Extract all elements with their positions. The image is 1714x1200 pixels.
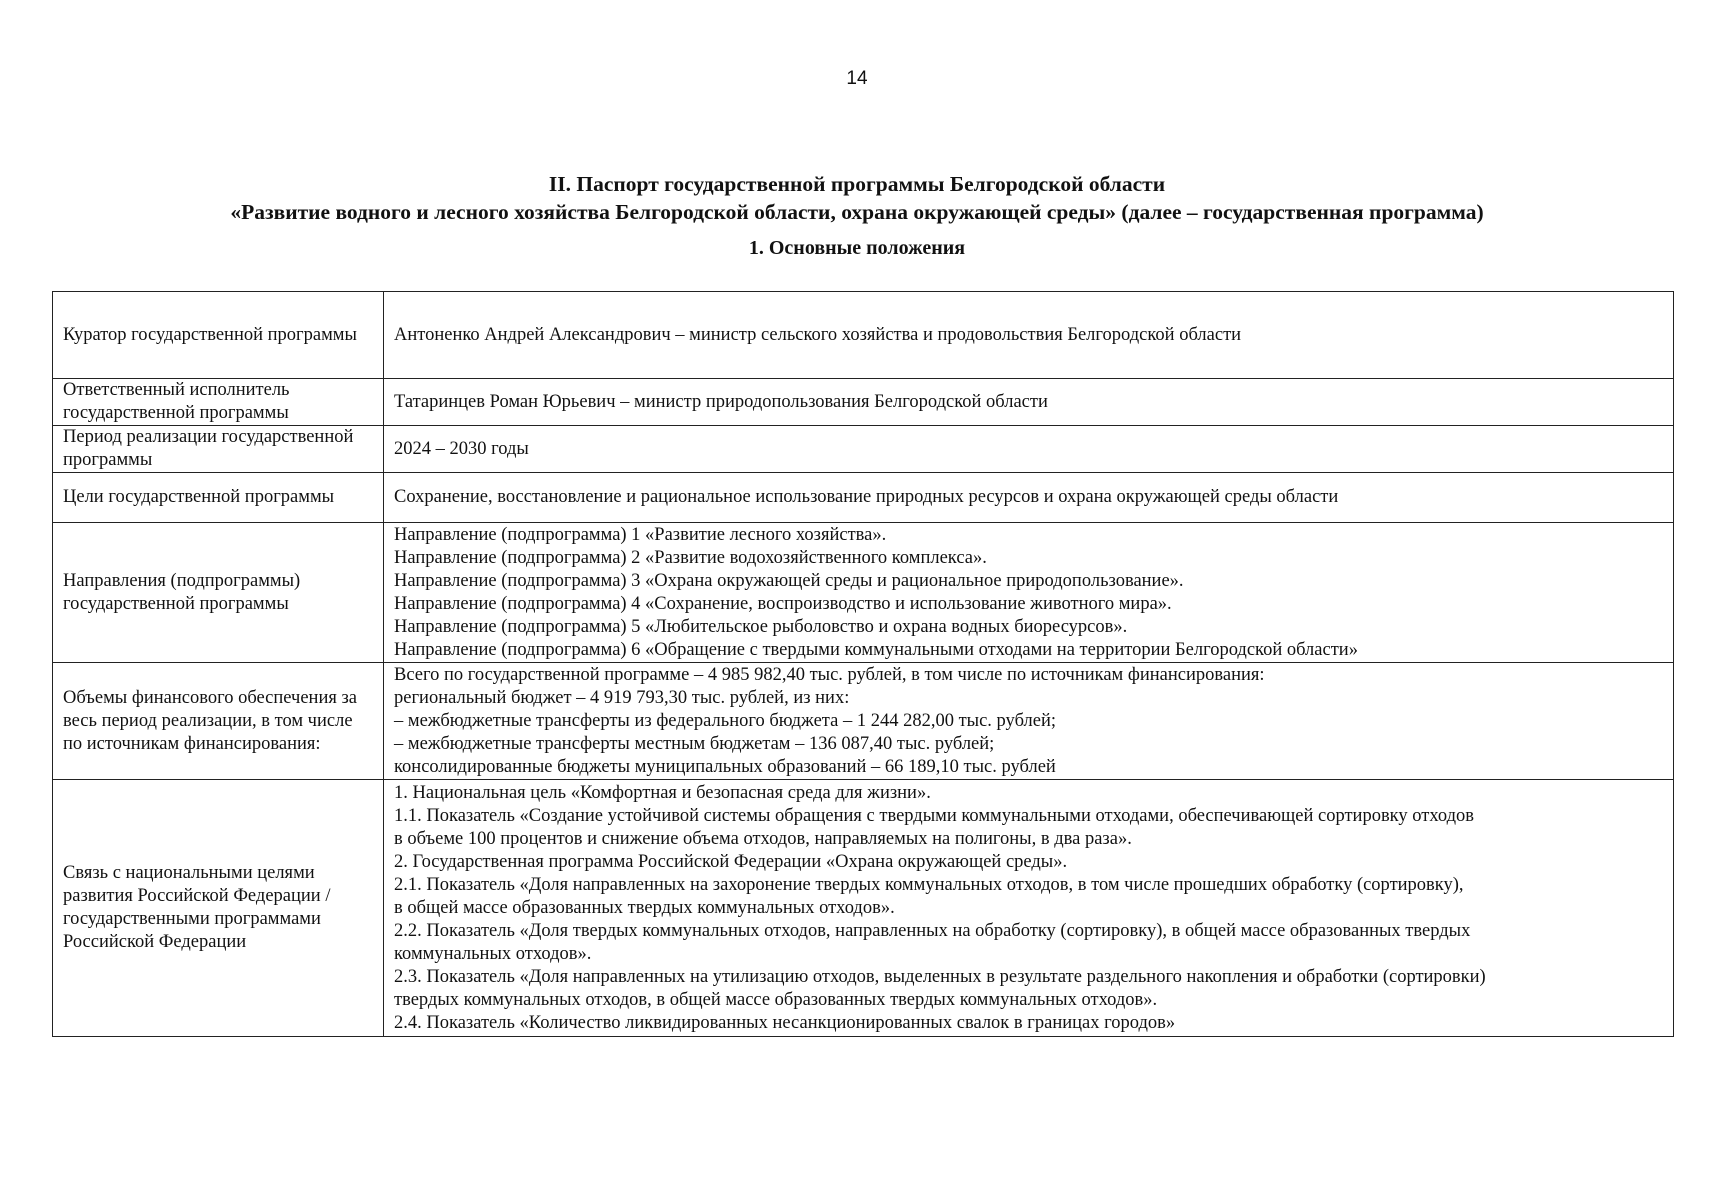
table-row [53, 379, 1674, 426]
program-title: «Развитие водного и лесного хозяйства Белгородской области, охрана окружающей среды» (далее – государственная программа) [230, 200, 1484, 224]
value-line: в объеме 100 процентов и снижение объема отходов, направляемых на полигоны, в два раза». [394, 828, 1132, 849]
row-value [384, 379, 1674, 426]
value-line: консолидированные бюджеты муниципальных образований – 66 189,10 тыс. рублей [394, 756, 1056, 777]
row-label: Куратор государственной программы [53, 292, 384, 379]
table-row [53, 426, 1674, 473]
value-line: Направление (подпрограмма) 1 «Развитие лесного хозяйства». [394, 524, 887, 545]
section-title: II. Паспорт государственной программы Белгородской области [548, 172, 1166, 196]
value-line: 2.3. Показатель «Доля направленных на утилизацию отходов, выделенных в результате раздельного накопления и обработки (сортировки) [394, 966, 1486, 987]
row-value [384, 292, 1674, 379]
row-label: Цели государственной программы [53, 473, 384, 523]
value-line: Направление (подпрограмма) 4 «Сохранение, воспроизводство и использование животного мира». [394, 593, 1172, 614]
row-label: Связь с национальными целями развития Российской Федерации / государственными программами Российской Федерации [53, 780, 384, 1037]
row-value [384, 426, 1674, 473]
value-line: 1.1. Показатель «Создание устойчивой системы обращения с твердыми коммунальными отходами, обеспечивающей сортировку отходов [394, 805, 1475, 826]
value-line: Направление (подпрограмма) 5 «Любительское рыболовство и охрана водных биоресурсов». [394, 616, 1128, 637]
value-line: 1. Национальная цель «Комфортная и безопасная среда для жизни». [394, 782, 931, 803]
value-line: Сохранение, восстановление и рациональное использование природных ресурсов и охрана окружающей среды области [394, 487, 1339, 507]
value-line: коммунальных отходов». [394, 943, 592, 964]
value-line: Антоненко Андрей Александрович – министр сельского хозяйства и продовольствия Белгородской области [394, 324, 1242, 345]
value-line: твердых коммунальных отходов, в общей массе образованных твердых коммунальных отходов». [394, 989, 1158, 1010]
table-row [53, 523, 1674, 663]
value-line: Направление (подпрограмма) 2 «Развитие водохозяйственного комплекса». [394, 547, 987, 568]
value-line: 2.2. Показатель «Доля твердых коммунальных отходов, направленных на обработку (сортировку), в общей массе образованных твердых [394, 920, 1471, 941]
table-row [53, 663, 1674, 780]
page-number: 14 [846, 68, 868, 89]
value-line: Всего по государственной программе – 4 985 982,40 тыс. рублей, в том числе по источникам финансирования: [394, 664, 1265, 685]
table-row [53, 780, 1674, 1037]
value-line: – межбюджетные трансферты местным бюджетам – 136 087,40 тыс. рублей; [394, 733, 995, 754]
value-line: 2. Государственная программа Российской Федерации «Охрана окружающей среды». [394, 851, 1068, 872]
row-value [384, 663, 1674, 780]
value-line: – межбюджетные трансферты из федерального бюджета – 1 244 282,00 тыс. рублей; [394, 710, 1056, 731]
row-label: Период реализации государственной программы [53, 426, 384, 473]
value-line: Направление (подпрограмма) 3 «Охрана окружающей среды и рациональное природопользование». [394, 570, 1184, 591]
row-value [384, 780, 1674, 1037]
row-label: Объемы финансового обеспечения за весь период реализации, в том числе по источникам финансирования: [53, 663, 384, 780]
passport-table [52, 291, 1674, 1037]
value-line: региональный бюджет – 4 919 793,30 тыс. рублей, из них: [394, 687, 850, 708]
value-line: в общей массе образованных твердых коммунальных отходов». [394, 897, 895, 918]
value-line: 2024 – 2030 годы [394, 438, 529, 459]
value-line: 2.1. Показатель «Доля направленных на захоронение твердых коммунальных отходов, в том числе прошедших обработку (сортировку), [394, 874, 1464, 895]
table-row [53, 473, 1674, 523]
value-line: Направление (подпрограмма) 6 «Обращение с твердыми коммунальными отходами на территории Белгородской области» [394, 639, 1358, 660]
table-row [53, 292, 1674, 379]
subsection-title: 1. Основные положения [748, 237, 966, 259]
row-label: Направления (подпрограммы) государственной программы [53, 523, 384, 663]
row-label: Ответственный исполнитель государственной программы [53, 379, 384, 426]
row-value [384, 473, 1674, 523]
value-line: 2.4. Показатель «Количество ликвидированных несанкционированных свалок в границах городов» [394, 1012, 1176, 1033]
row-value [384, 523, 1674, 663]
value-line: Татаринцев Роман Юрьевич – министр природопользования Белгородской области [394, 391, 1048, 412]
